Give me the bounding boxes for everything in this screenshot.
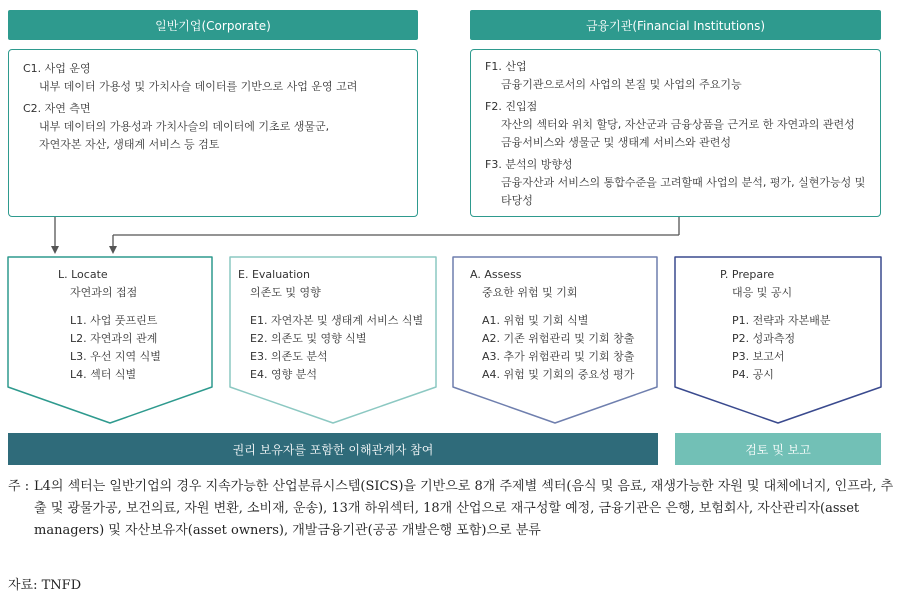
item-desc: 내부 데이터의 가용성과 가치사슬의 데이터에 기초로 생물군, xyxy=(39,120,330,133)
phase-item: A3. 추가 위험관리 및 기회 창출 xyxy=(482,350,635,363)
footnote-text: L4의 섹터는 일반기업의 경우 지속가능한 산업분류시스템(SICS)을 기반으로 8개 주제별 섹터(음식 및 음료, 재생가능한 자원 및 대체에너지, 인프라, 추출 및 광물가공, 보건의료, 자원 변환, 소비재, 운송), 13개 하위섹터, 18개 산업으로 재구성할 예정, 금융기관은 은행, 보험회사, 자산관리자(asset managers) 및 자산보유자(asset owners), 개발금융기관(공공 개발은행 포함)으로 분류 xyxy=(34,479,894,538)
item-code: C1. 사업 운영 xyxy=(23,62,91,75)
phase-item: L2. 자연과의 관계 xyxy=(70,332,158,345)
phase-item: E2. 의존도 및 영향 식별 xyxy=(250,332,367,345)
phase-title: P. Prepare xyxy=(720,268,775,281)
item-code: F2. 진입점 xyxy=(485,100,538,113)
phase-item: P1. 전략과 자본배분 xyxy=(732,314,831,327)
phase-prepare xyxy=(720,266,831,384)
phase-subtitle: 대응 및 공시 xyxy=(732,286,793,299)
phase-item: E3. 의존도 분석 xyxy=(250,350,328,363)
corporate-header: 일반기업(Corporate) xyxy=(8,10,418,40)
phase-title: L. Locate xyxy=(58,268,108,281)
item-desc: 금융기관으로서의 사업의 본질 및 사업의 주요기능 xyxy=(501,78,742,91)
item-desc: 내부 데이터 가용성 및 가치사슬 데이터를 기반으로 사업 운영 고려 xyxy=(39,80,358,93)
review-report-bar: 검토 및 보고 xyxy=(675,433,881,465)
phase-subtitle: 중요한 위험 및 기회 xyxy=(482,286,578,299)
phase-item: P3. 보고서 xyxy=(732,350,785,363)
item-desc: 자산의 섹터와 위치 할당, 자산군과 금융상품을 근거로 한 자연과의 관련성 xyxy=(501,118,855,131)
phase-assess xyxy=(470,266,634,384)
item-desc: 자연자본 자산, 생태계 서비스 등 검토 xyxy=(39,138,220,151)
financial-header: 금융기관(Financial Institutions) xyxy=(470,10,881,40)
phase-subtitle: 의존도 및 영향 xyxy=(250,286,321,299)
phase-evaluation xyxy=(238,266,423,384)
item-code: C2. 자연 측면 xyxy=(23,102,91,115)
item-desc: 타당성 xyxy=(501,194,533,207)
phase-item: L4. 섹터 식별 xyxy=(70,368,137,381)
footnote xyxy=(8,476,898,542)
phase-item: A2. 기존 위험관리 및 기회 창출 xyxy=(482,332,635,345)
phase-item: L3. 우선 지역 식별 xyxy=(70,350,161,363)
item-desc: 금융자산과 서비스의 통합수준을 고려할때 사업의 분석, 평가, 실현가능성 및 xyxy=(501,176,866,189)
item-desc: 금융서비스와 생물군 및 생태계 서비스와 관련성 xyxy=(501,136,732,149)
phase-title: E. Evaluation xyxy=(238,268,310,281)
item-code: F1. 산업 xyxy=(485,60,527,73)
stakeholder-bar: 권리 보유자를 포함한 이해관계자 참여 xyxy=(8,433,658,465)
phase-item: L1. 사업 풋프린트 xyxy=(70,314,158,327)
source-note: 자료: TNFD xyxy=(8,578,82,593)
phase-title: A. Assess xyxy=(470,268,522,281)
phase-subtitle: 자연과의 접점 xyxy=(70,286,138,299)
phase-item: A4. 위험 및 기회의 중요성 평가 xyxy=(482,368,635,381)
phase-item: A1. 위험 및 기회 식별 xyxy=(482,314,589,327)
footnote-mark: 주 : xyxy=(8,479,30,494)
phase-item: P4. 공시 xyxy=(732,368,774,381)
phase-locate xyxy=(58,266,161,384)
phase-item: P2. 성과측정 xyxy=(732,332,796,345)
phase-item: E4. 영향 분석 xyxy=(250,368,317,381)
item-code: F3. 분석의 방향성 xyxy=(485,158,573,171)
phase-item: E1. 자연자본 및 생태계 서비스 식별 xyxy=(250,314,424,327)
